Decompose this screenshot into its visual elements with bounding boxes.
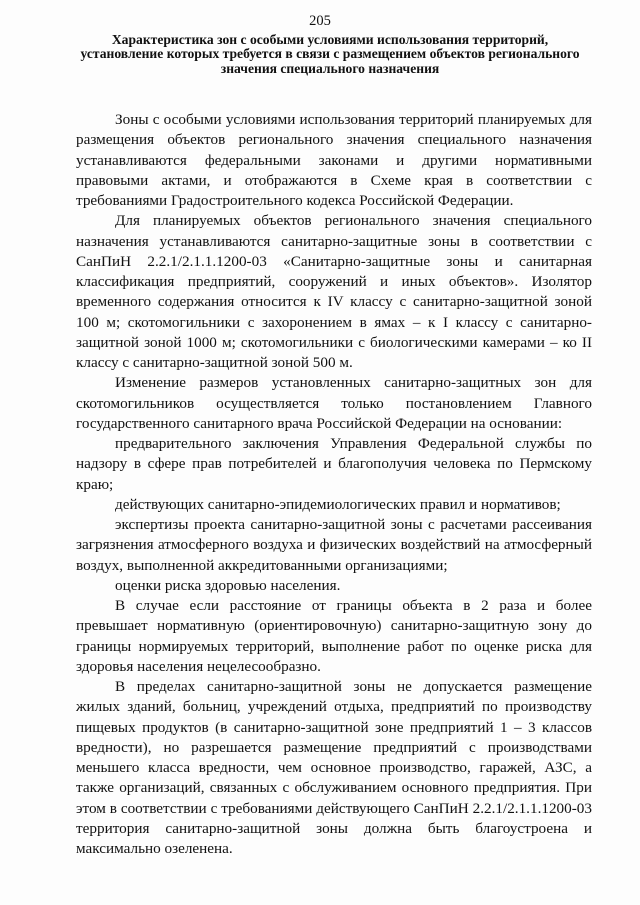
section-heading: Характеристика зон с особыми условиями использования территорий, установление которых требуется в связи с размещением объектов регионального значения специального назначения [80,32,580,76]
paragraph-zone-restrictions: В пределах санитарно-защитной зоны не допускается размещение жилых зданий, больниц, учреждений отдыха, предприятий по производству пищевых продуктов (в санитарно-защитной зоне предприятий 1 – 3 классов вредности), но разрешается размещение предприятий с производствами меньшего класса вредности, чем основное производство, гаражей, АЗС, а также организаций, связанных с обслуживанием основного предприятия. При этом в соответствии с требованиями действующего СанПиН 2.2.1/2.1.1.1200-03 территория санитарно-защитной зоны должна быть благоустроена и максимально озеленена. [76,678,592,857]
list-item-sanitary-rules: действующих санитарно-эпидемиологических правил и нормативов; [115,495,561,513]
paragraph-zone-changes: Изменение размеров установленных санитарно-защитных зон для скотомогильников осуществляется только постановлением Главного государственного санитарного врача Российской Федерации на основании: [76,374,592,432]
list-item-expertise: экспертизы проекта санитарно-защитной зоны с расчетами рассеивания загрязнения атмосферного воздуха и физических воздействий на атмосферный воздух, выполненной аккредитованными организациями; [76,516,592,574]
page-number: 205 [309,13,331,29]
paragraph-sanitary-zones: Для планируемых объектов регионального значения специального назначения устанавливаются санитарно-защитные зоны в соответствии с СанПиН 2.2.1/2.1.1.1200-03 «Санитарно-защитные зоны и санитарная классификация предприятий, сооружений и иных объектов». Изолятор временного содержания относится к IV классу с санитарно-защитной зоной 100 м; скотомогильники с захоронением в ямах – к I классу с санитарно-защитной зоной 1000 м; скотомогильники с биологическими камерами – ко II классу с санитарно-защитной зоной 500 м. [76,212,592,371]
list-item-risk-assessment: оценки риска здоровью населения. [115,576,341,594]
document-body [76,110,592,859]
list-item-preliminary-conclusion: предварительного заключения Управления Федеральной службы по надзору в сфере прав потребителей и благополучия человека по Пермскому краю; [76,435,592,493]
paragraph-distance-exception: В случае если расстояние от границы объекта в 2 раза и более превышает нормативную (ориентировочную) санитарно-защитную зону до границы нормируемых территорий, выполнение работ по оценке риска для здоровья населения нецелесообразно. [76,597,592,675]
paragraph-intro: Зоны с особыми условиями использования территорий планируемых для размещения объектов регионального значения специального назначения устанавливаются федеральными законами и другими нормативными правовыми актами, и отображаются в Схеме края в соответствии с требованиями Градостроительного кодекса Российской Федерации. [76,111,592,209]
